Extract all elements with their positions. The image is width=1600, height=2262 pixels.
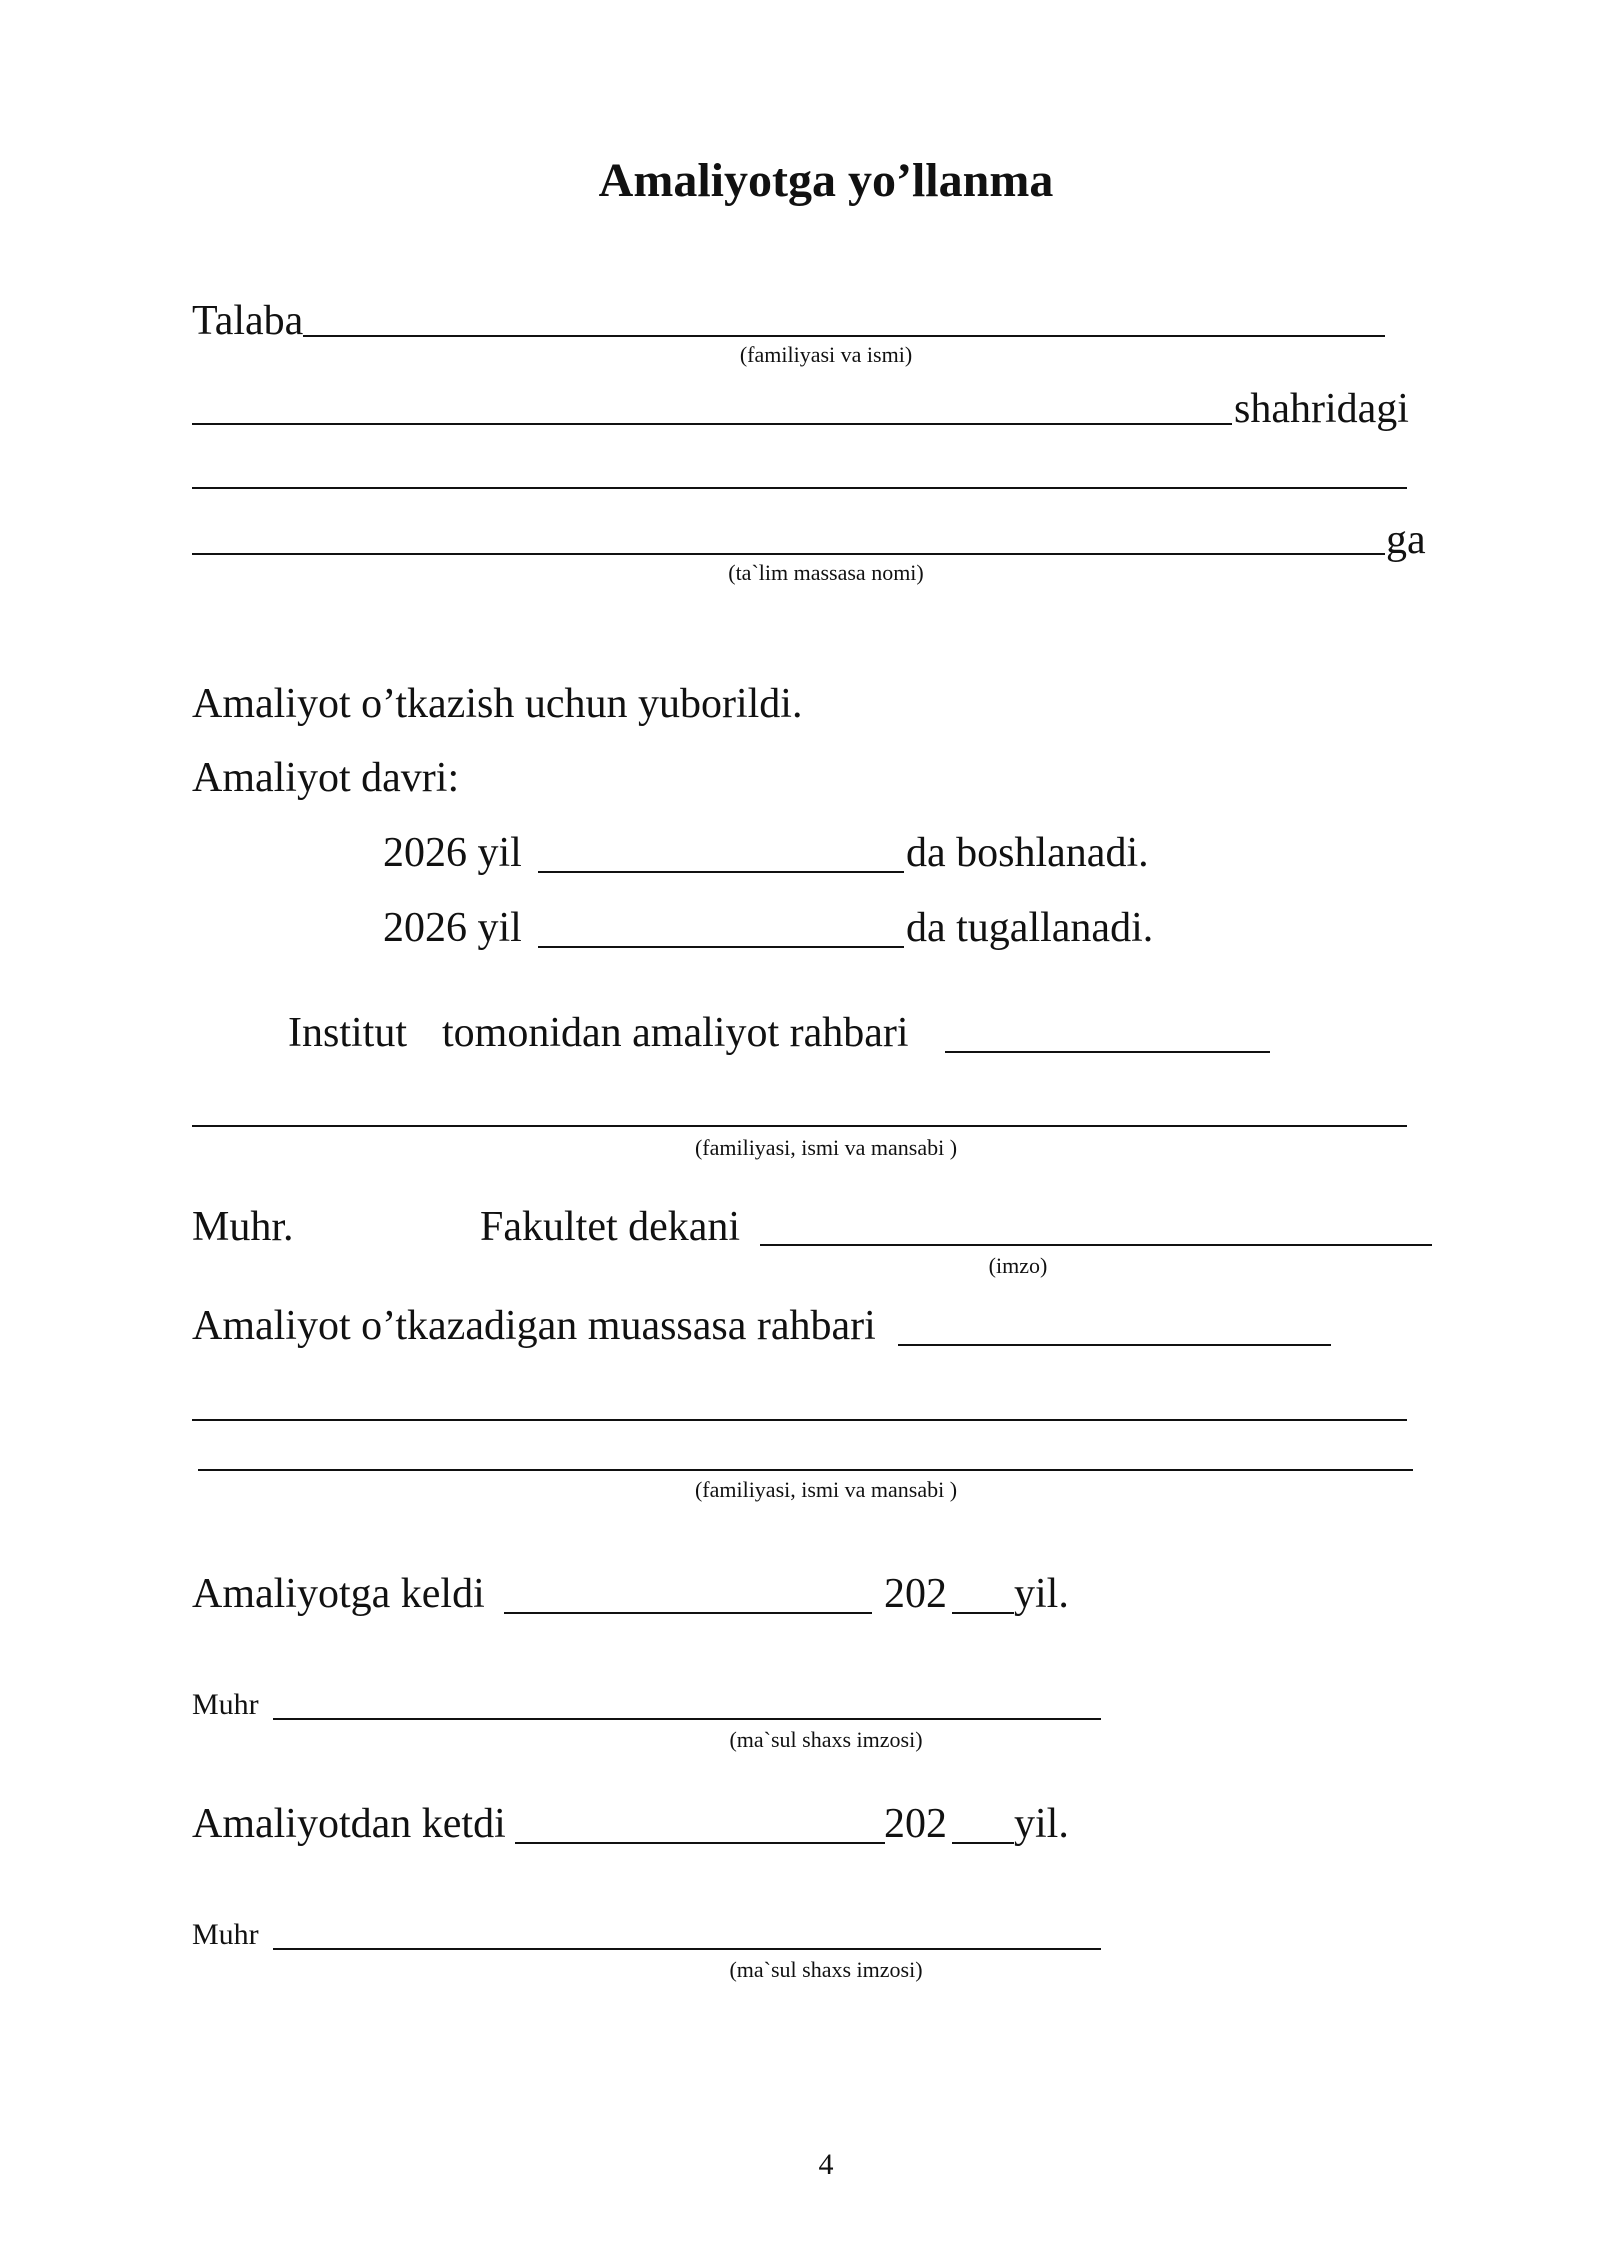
- city-suffix: shahridagi: [1234, 386, 1409, 432]
- end-date-field[interactable]: [538, 946, 904, 948]
- caption-name-position-1: (familiyasi, ismi va mansabi ): [694, 1135, 958, 1160]
- responsible-signature-field-2[interactable]: [273, 1948, 1101, 1950]
- caption-name-position-2: (familiyasi, ismi va mansabi ): [694, 1477, 958, 1502]
- left-year-suffix: yil.: [1014, 1801, 1069, 1847]
- responsible-signature-field-1[interactable]: [273, 1718, 1101, 1720]
- left-year-field[interactable]: [952, 1842, 1014, 1844]
- page-title: Amaliyotga yo’llanma: [598, 154, 1054, 207]
- sent-text: Amaliyot o’tkazish uchun yuborildi.: [192, 681, 803, 727]
- period-label: Amaliyot davri:: [192, 755, 460, 801]
- stamp-label: Muhr.: [192, 1204, 294, 1250]
- arrived-year-prefix: 202: [884, 1571, 947, 1617]
- caption-responsible-1: (ma`sul shaxs imzosi): [729, 1727, 923, 1752]
- left-date-field[interactable]: [515, 1842, 885, 1844]
- caption-name: (familiyasi va ismi): [739, 342, 913, 367]
- student-label: Talaba: [192, 298, 304, 344]
- stamp1-label: Muhr: [192, 1688, 259, 1721]
- city-field[interactable]: [192, 423, 1232, 425]
- institute-supervisor-field[interactable]: [945, 1051, 1270, 1053]
- host-supervisor-name-field-1[interactable]: [192, 1419, 1407, 1421]
- arrived-year-field[interactable]: [952, 1612, 1014, 1614]
- caption-institution: (ta`lim massasa nomi): [728, 560, 924, 585]
- host-supervisor-field[interactable]: [898, 1344, 1331, 1346]
- institution-field-line-2[interactable]: [192, 553, 1385, 555]
- institute-supervisor-label: tomonidan amaliyot rahbari: [442, 1010, 909, 1056]
- arrived-label: Amaliyotga keldi: [192, 1571, 485, 1617]
- start-date-field[interactable]: [538, 871, 904, 873]
- page-number: 4: [818, 2148, 834, 2181]
- institution-field-line-1[interactable]: [192, 487, 1407, 489]
- start-year: 2026 yil: [383, 830, 522, 876]
- left-year-prefix: 202: [884, 1801, 947, 1847]
- start-suffix: da boshlanadi.: [906, 830, 1149, 876]
- end-year: 2026 yil: [383, 905, 522, 951]
- arrived-date-field[interactable]: [504, 1612, 872, 1614]
- caption-responsible-2: (ma`sul shaxs imzosi): [729, 1957, 923, 1982]
- dean-label: Fakultet dekani: [480, 1204, 741, 1250]
- institute-supervisor-name-field[interactable]: [192, 1125, 1407, 1127]
- host-supervisor-name-field-2[interactable]: [198, 1469, 1413, 1471]
- end-suffix: da tugallanadi.: [906, 905, 1154, 951]
- caption-signature: (imzo): [988, 1253, 1048, 1278]
- host-supervisor-label: Amaliyot o’tkazadigan muassasa rahbari: [192, 1303, 876, 1349]
- student-name-field[interactable]: [303, 335, 1385, 337]
- arrived-year-suffix: yil.: [1014, 1571, 1069, 1617]
- left-label: Amaliyotdan ketdi: [192, 1801, 506, 1847]
- stamp2-label: Muhr: [192, 1918, 259, 1951]
- institute-label: Institut: [288, 1010, 408, 1056]
- dean-signature-field[interactable]: [760, 1244, 1432, 1246]
- institution-suffix: ga: [1386, 517, 1426, 563]
